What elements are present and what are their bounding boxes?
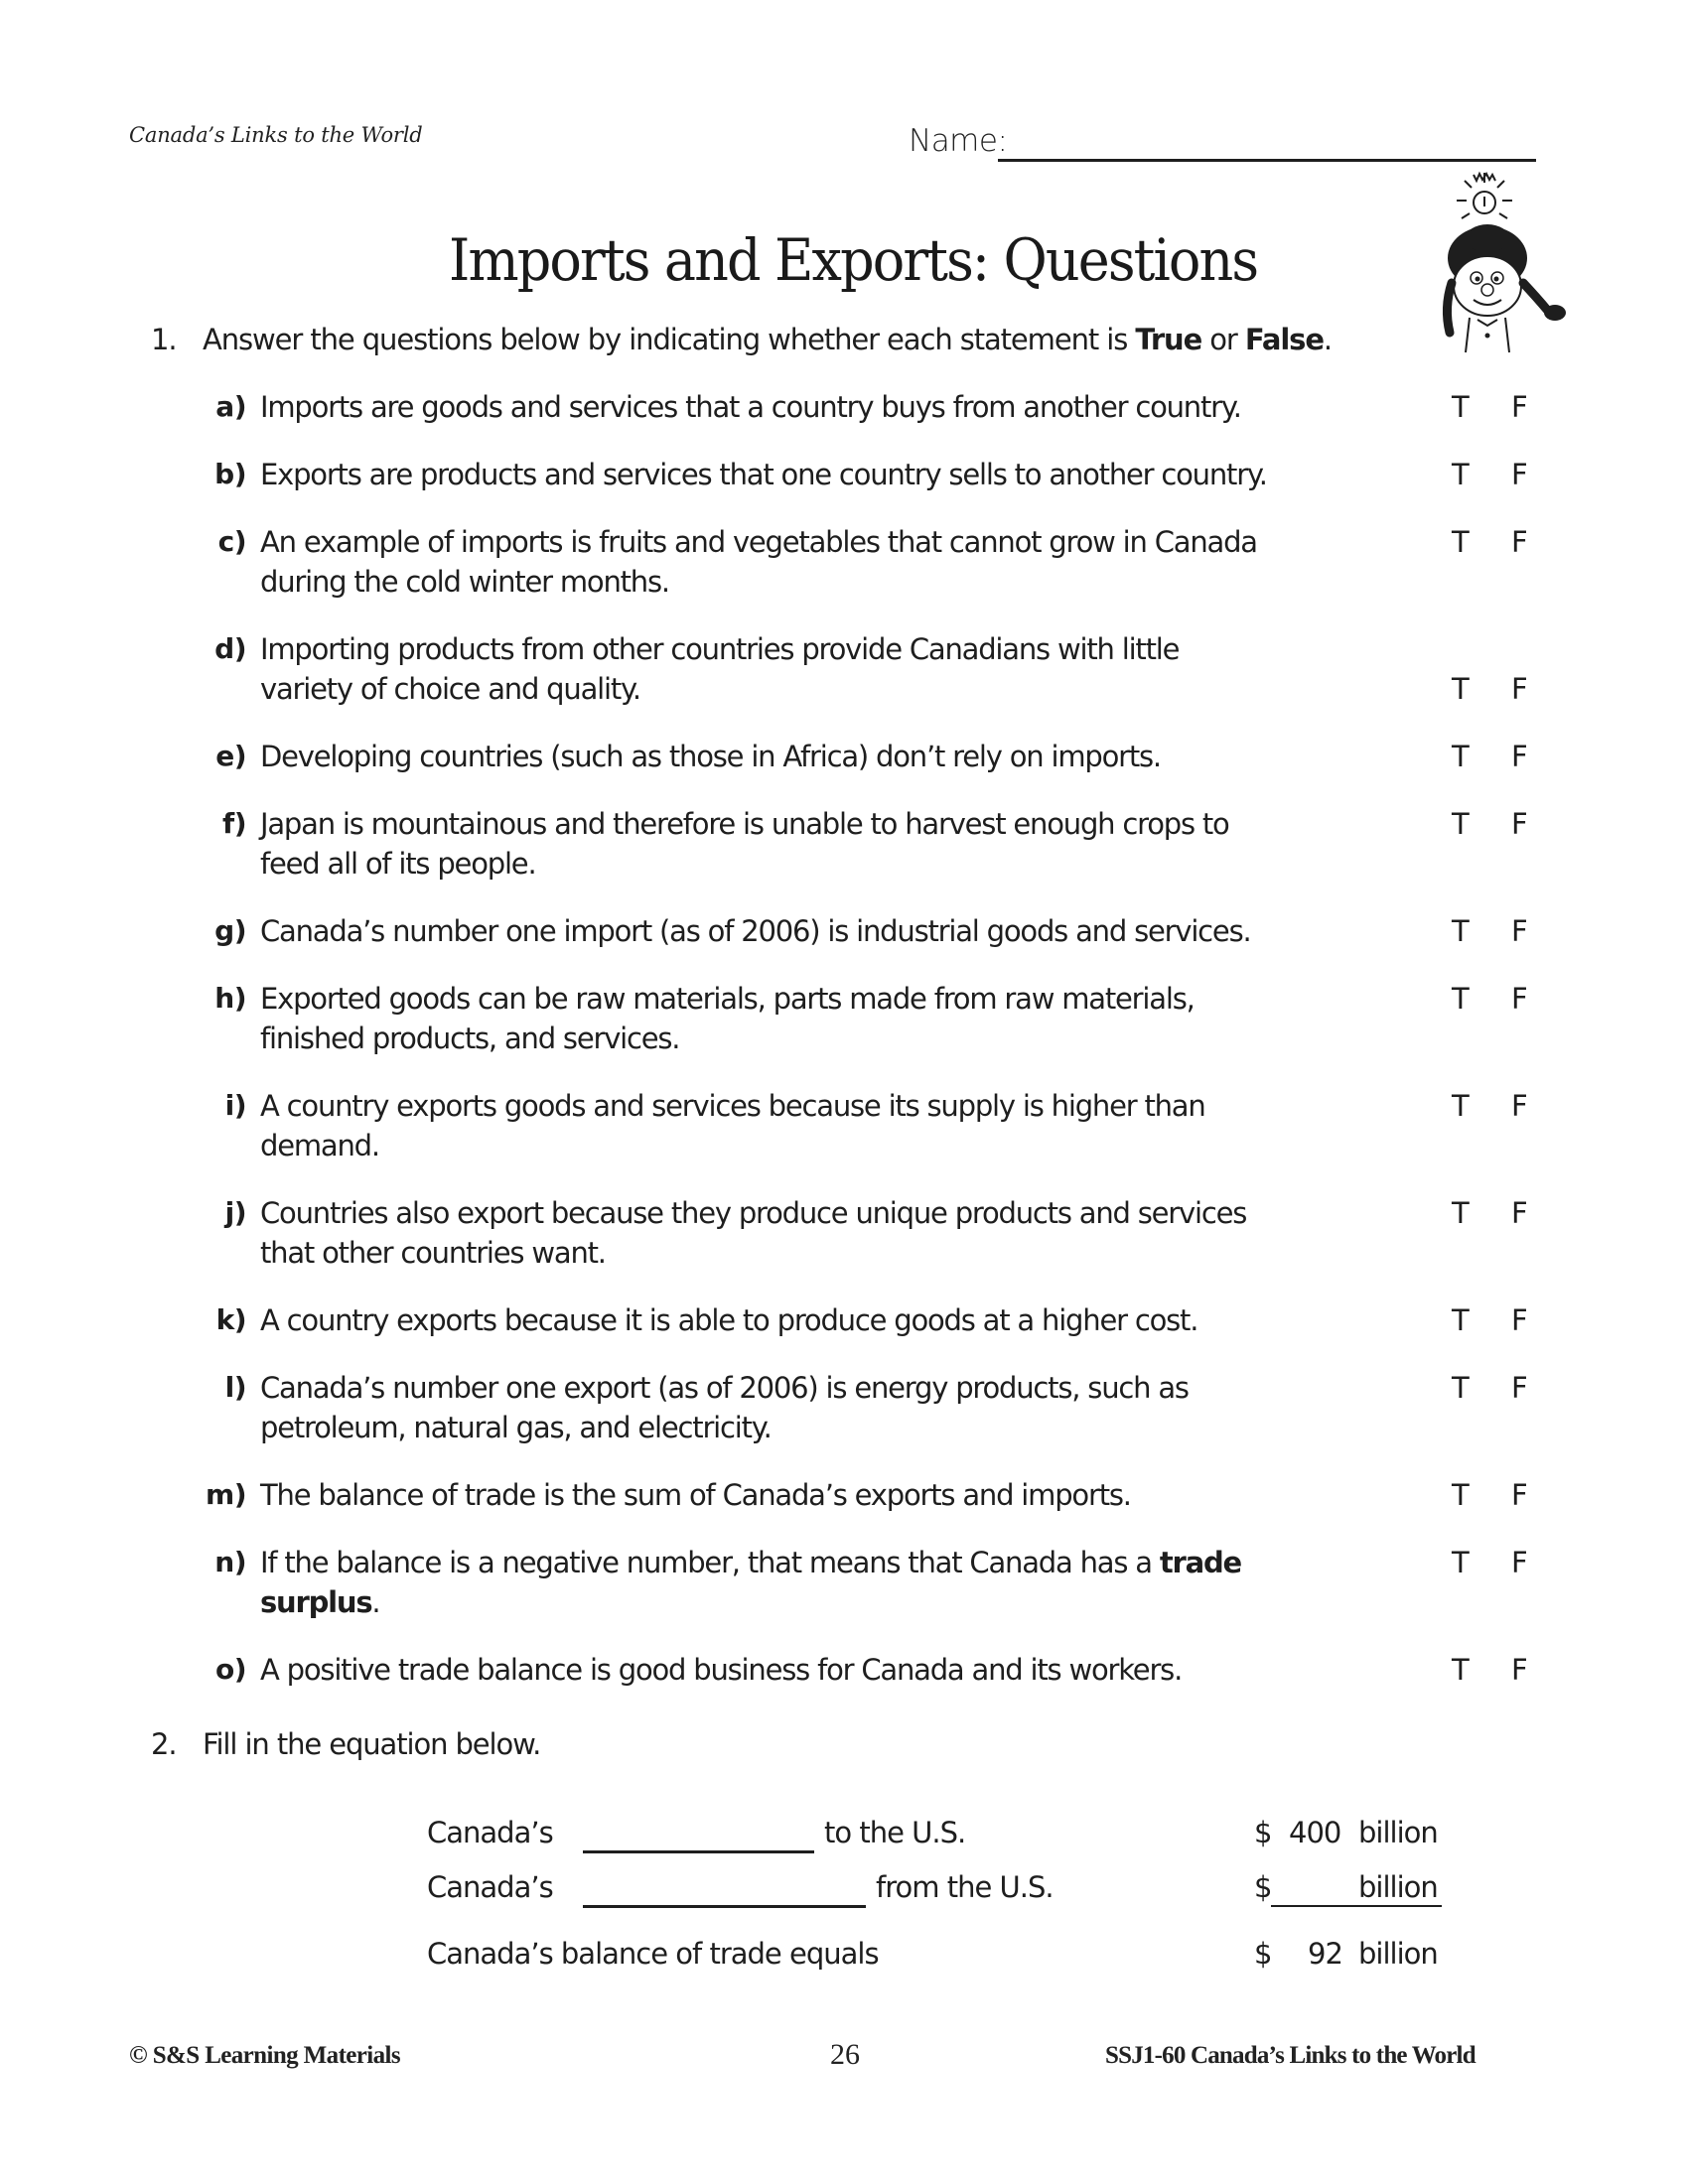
- item-statement: An example of imports is fruits and vegetables that cannot grow in Canada during the cold winter months.: [260, 525, 1257, 599]
- running-head: Canada’s Links to the World: [129, 123, 423, 147]
- true-option[interactable]: T: [1452, 740, 1470, 773]
- amount-value: 92: [1308, 1937, 1342, 1971]
- false-option[interactable]: F: [1511, 982, 1528, 1016]
- blank-input-1[interactable]: [583, 1850, 814, 1853]
- item-label: o): [214, 1653, 246, 1686]
- item-statement: Developing countries (such as those in Africa) don’t rely on imports.: [260, 740, 1161, 773]
- row-suffix: to the U.S.: [824, 1816, 966, 1849]
- equation-row-imports: [427, 1867, 1460, 1911]
- currency-symbol: $: [1254, 1937, 1272, 1971]
- item-statement: Imports are goods and services that a country buys from another country.: [260, 390, 1241, 424]
- name-input-line[interactable]: [998, 159, 1536, 162]
- row-prefix: Canada’s balance of trade equals: [427, 1937, 879, 1971]
- list-item: [199, 522, 1549, 602]
- false-option[interactable]: F: [1511, 1089, 1528, 1123]
- false-option[interactable]: F: [1511, 1303, 1528, 1337]
- list-item: [199, 1086, 1549, 1165]
- true-false-list: [199, 387, 1549, 1717]
- true-option[interactable]: T: [1452, 1089, 1470, 1123]
- footer-copyright: © S&S Learning Materials: [129, 2042, 401, 2069]
- true-false-choice: [1452, 911, 1531, 951]
- list-item: [199, 979, 1549, 1058]
- true-false-choice: [1452, 1543, 1531, 1582]
- true-option[interactable]: T: [1452, 982, 1470, 1016]
- currency-symbol: $: [1254, 1816, 1272, 1849]
- true-option[interactable]: T: [1452, 1196, 1470, 1230]
- item-label: e): [215, 740, 246, 772]
- question-2-prompt: [151, 1724, 540, 1764]
- false-option[interactable]: F: [1511, 672, 1528, 706]
- true-false-choice: [1452, 737, 1531, 776]
- currency-symbol: $: [1254, 1870, 1272, 1904]
- list-item: [199, 1650, 1549, 1690]
- prompt-text: Fill in the equation below.: [203, 1727, 541, 1761]
- amount-value: 400: [1289, 1816, 1341, 1849]
- list-item: [199, 911, 1549, 951]
- item-statement: Japan is mountainous and therefore is unable to harvest enough crops to feed all of its people.: [260, 807, 1229, 881]
- unit-label: billion: [1358, 1870, 1438, 1904]
- item-label: i): [224, 1089, 246, 1122]
- item-statement: The balance of trade is the sum of Canada’s exports and imports.: [260, 1478, 1131, 1512]
- footer-book-title: SSJ1-60 Canada’s Links to the World: [1105, 2042, 1476, 2069]
- true-false-choice: [1452, 387, 1531, 427]
- row-prefix: Canada’s: [427, 1870, 553, 1904]
- item-label: g): [214, 914, 246, 947]
- false-option[interactable]: F: [1511, 525, 1528, 559]
- question-1-prompt: [151, 320, 1442, 359]
- true-option[interactable]: T: [1452, 914, 1470, 948]
- true-option[interactable]: T: [1452, 1546, 1470, 1579]
- row-suffix: from the U.S.: [876, 1870, 1054, 1904]
- true-option[interactable]: T: [1452, 1371, 1470, 1405]
- unit-label: billion: [1358, 1816, 1438, 1849]
- list-item: [199, 387, 1549, 427]
- item-statement: A positive trade balance is good business for Canada and its workers.: [260, 1653, 1183, 1687]
- question-number: 1.: [151, 323, 177, 356]
- list-item: [199, 804, 1549, 884]
- true-false-choice: [1452, 1300, 1531, 1340]
- true-false-choice: [1452, 804, 1531, 844]
- item-label: j): [224, 1196, 246, 1229]
- true-option[interactable]: T: [1452, 390, 1470, 424]
- list-item: [199, 1193, 1549, 1273]
- question-number: 2.: [151, 1727, 177, 1761]
- false-option[interactable]: F: [1511, 458, 1528, 491]
- list-item: [199, 1300, 1549, 1340]
- list-item: [199, 1543, 1549, 1622]
- true-false-choice: [1452, 1650, 1531, 1690]
- item-label: c): [217, 525, 246, 558]
- false-option[interactable]: F: [1511, 1478, 1528, 1512]
- false-option[interactable]: F: [1511, 1546, 1528, 1579]
- false-option[interactable]: F: [1511, 1653, 1528, 1687]
- item-label: k): [215, 1303, 246, 1336]
- item-statement: Exports are products and services that one country sells to another country.: [260, 458, 1267, 491]
- prompt-text-end: .: [1323, 323, 1333, 356]
- item-label: h): [214, 982, 246, 1015]
- item-statement: Countries also export because they produce unique products and services that other countries want.: [260, 1196, 1247, 1270]
- true-false-choice: [1452, 979, 1531, 1019]
- list-item: [199, 737, 1549, 776]
- true-false-choice: [1452, 1193, 1531, 1233]
- true-option[interactable]: T: [1452, 672, 1470, 706]
- item-label: f): [222, 807, 246, 840]
- true-option[interactable]: T: [1452, 458, 1470, 491]
- equation-row-balance: [427, 1934, 1460, 1978]
- page-title: Imports and Exports: Questions: [449, 226, 1258, 294]
- false-option[interactable]: F: [1511, 807, 1528, 841]
- true-false-choice: [1452, 455, 1531, 494]
- item-label: m): [206, 1478, 246, 1511]
- prompt-text: Answer the questions below by indicating whether each statement is: [203, 323, 1136, 356]
- false-option[interactable]: F: [1511, 390, 1528, 424]
- item-statement: Exported goods can be raw materials, parts made from raw materials, finished products, and services.: [260, 982, 1195, 1055]
- blank-input-2[interactable]: [583, 1905, 866, 1908]
- item-statement: A country exports because it is able to produce goods at a higher cost.: [260, 1303, 1198, 1337]
- true-option[interactable]: T: [1452, 525, 1470, 559]
- unit-label: billion: [1358, 1937, 1438, 1971]
- true-false-choice: [1452, 1368, 1531, 1408]
- true-option[interactable]: T: [1452, 807, 1470, 841]
- true-false-choice: [1452, 1475, 1531, 1515]
- true-option[interactable]: T: [1452, 1653, 1470, 1687]
- row-prefix: Canada’s: [427, 1816, 553, 1849]
- item-label: d): [214, 632, 246, 665]
- true-false-choice: [1452, 669, 1531, 709]
- false-option[interactable]: F: [1511, 740, 1528, 773]
- true-option[interactable]: T: [1452, 1478, 1470, 1512]
- item-label: l): [224, 1371, 246, 1404]
- girl-with-lightbulb-icon: [1430, 169, 1579, 367]
- page-footer: [0, 2038, 1688, 2076]
- item-statement: A country exports goods and services because its supply is higher than demand.: [260, 1089, 1205, 1162]
- false-option[interactable]: F: [1511, 1371, 1528, 1405]
- equation-row-exports: [427, 1813, 1460, 1856]
- false-option[interactable]: F: [1511, 914, 1528, 948]
- item-statement: Canada’s number one export (as of 2006) is energy products, such as petroleum, natural gas, and electricity.: [260, 1371, 1189, 1444]
- false-option[interactable]: F: [1511, 1196, 1528, 1230]
- list-item: [199, 1368, 1549, 1447]
- item-statement: Importing products from other countries provide Canadians with little variety of choice and quality.: [260, 632, 1180, 706]
- list-item: [199, 455, 1549, 494]
- item-label: a): [215, 390, 246, 423]
- true-option[interactable]: T: [1452, 1303, 1470, 1337]
- true-keyword: True: [1135, 323, 1202, 356]
- list-item: [199, 629, 1549, 709]
- prompt-text-or: or: [1201, 323, 1245, 356]
- item-statement: If the balance is a negative number, that means that Canada has a trade surplus.: [260, 1546, 1242, 1619]
- item-label: b): [214, 458, 246, 490]
- name-label: Name:: [909, 123, 1008, 159]
- page-number: 26: [830, 2038, 860, 2071]
- item-label: n): [214, 1546, 246, 1578]
- true-false-choice: [1452, 522, 1531, 562]
- list-item: [199, 1475, 1549, 1515]
- bold-term: surplus: [260, 1585, 372, 1619]
- false-keyword: False: [1244, 323, 1324, 356]
- true-false-choice: [1452, 1086, 1531, 1126]
- item-statement: Canada’s number one import (as of 2006) is industrial goods and services.: [260, 914, 1251, 948]
- bold-term: trade: [1159, 1546, 1242, 1579]
